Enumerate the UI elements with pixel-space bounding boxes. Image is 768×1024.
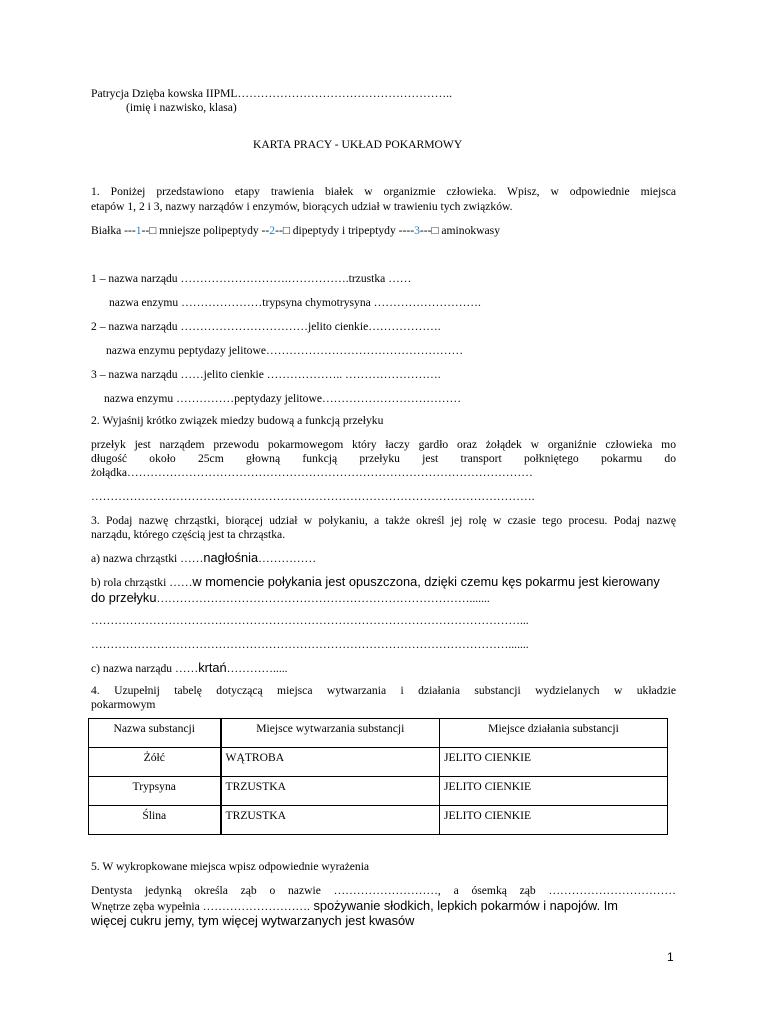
q3-dotted-line-2: ………………………………………………………………………………………………....... (91, 638, 529, 651)
production-place: TRZUSTKA (221, 777, 440, 806)
q4-prompt-line2: pokarmowym (91, 698, 156, 711)
q4-prompt-line1: 4. Uzupełnij tabelę dotyczącą miejsca wytwarzania i działania substancji wydzielanych w układzie (91, 684, 676, 697)
q1-step3-organ: 3 – nazwa narządu ……jelito cienkie ……………….. ……………………. (91, 368, 441, 381)
q3b-answer-line2: do przełyku (91, 590, 157, 605)
q5-line2-answer: spożywanie słodkich, lepkich pokarmów i napojów. Im (309, 898, 618, 913)
q1-prompt-line2: etapów 1, 2 i 3, nazwy narządów i enzymów, biorących udział w trawieniu tych związków. (91, 200, 513, 213)
q5-prompt: 5. W wykropkowane miejsca wpisz odpowiednie wyrażenia (91, 860, 370, 873)
q3c-line (91, 660, 288, 675)
q2-answer-line1: przełyk jest narządem przewodu pokarmowegom który łaczy gardło oraz żołądek w organiźnie człowieka mo (91, 438, 676, 451)
column-header: Miejsce wytwarzania substancji (221, 719, 440, 748)
q3b-answer-line1: w momencie połykania jest opuszczona, dzięki czemu kęs pokarmu jest kierowany (192, 574, 660, 589)
production-place: WĄTROBA (221, 748, 440, 777)
q5-line3: więcej cukru jemy, tym więcej wytwarzanych jest kwasów (91, 913, 415, 928)
q1-digestion-chain (91, 224, 500, 237)
page-title: KARTA PRACY - UKŁAD POKARMOWY (253, 138, 463, 151)
q5-line2-text: Wnętrze zęba wypełnia ………………………. (91, 900, 310, 913)
q3c-answer: krtań (198, 660, 227, 675)
production-place: TRZUSTKA (221, 806, 440, 835)
table-row (89, 777, 668, 806)
q3c-label: c) nazwa narządu …… (91, 662, 199, 675)
q1-step1-enzyme: nazwa enzymu …………………trypsyna chymotrysyna ………………………. (109, 296, 481, 309)
q1-prompt-line1: 1. Poniżej przedstawiono etapy trawienia białek w organizmie człowieka. Wpisz, w odpowiednie miejsca (91, 185, 676, 198)
action-place: JELITO CIENKIE (440, 748, 668, 777)
chain-step-1: 1 (135, 224, 142, 237)
q3b-dots: ………………………………………………………………………....... (156, 592, 490, 605)
column-header: Nazwa substancji (89, 719, 221, 748)
substance-name: Żółć (89, 748, 221, 777)
q3b-line2 (91, 590, 490, 605)
q3-dotted-line-1: …………………………………………………………………………………………………... (91, 614, 529, 627)
q3a-line (91, 550, 316, 565)
q2-answer-line2: długość około 25cm głowną funkcją przełyku jest transport połkniętego pokarmu do (91, 452, 676, 465)
chain-step-2: 2 (269, 224, 276, 237)
table-header-row (89, 719, 668, 748)
chain-part-1: Białka --- (91, 224, 136, 237)
q3-prompt-line2: narządu, którego częścią jest ta chrząstka. (91, 528, 286, 541)
chain-part-3: --□ dipeptydy i tripeptydy ---- (275, 224, 415, 237)
q2-answer-line4: ……………………………………………………………………………………………………. (91, 490, 535, 503)
chain-step-3: 3 (414, 224, 420, 237)
substance-name: Ślina (89, 806, 221, 835)
q1-step3-enzyme: nazwa enzymu ……………peptydazy jelitowe……………………………… (104, 392, 462, 405)
substance-name: Trypsyna (89, 777, 221, 806)
q2-prompt: 2. Wyjaśnij krótko związek miedzy budową a funkcją przełyku (91, 414, 384, 427)
student-name-line: Patrycja Dzięba kowska IIPML……………………………………………….. (91, 87, 452, 100)
action-place: JELITO CIENKIE (440, 777, 668, 806)
action-place: JELITO CIENKIE (440, 806, 668, 835)
page-number: 1 (667, 950, 674, 964)
q2-answer-line3: żołądka…………………………………………………………………………………………… (91, 466, 533, 479)
q3a-dots: …………… (258, 552, 317, 565)
q5-line1: Dentysta jedynką określa ząb o nazwie ………………………, a ósemką ząb …………………………… (91, 884, 676, 897)
q3b-label: b) rola chrząstki …… (91, 576, 193, 589)
column-header: Miejsce działania substancji (440, 719, 668, 748)
substances-table (88, 718, 668, 835)
q3a-label: a) nazwa chrząstki …… (91, 552, 204, 565)
student-name-hint: (imię i nazwisko, klasa) (126, 101, 237, 114)
q1-step2-enzyme: nazwa enzymu peptydazy jelitowe…………………………………………… (106, 344, 464, 357)
q5-line2 (91, 898, 618, 913)
chain-part-4: ---□ aminokwasy (419, 224, 500, 237)
chain-part-2: --□ mniejsze polipeptydy -- (141, 224, 270, 237)
table-row (89, 806, 668, 835)
q1-step1-organ: 1 – nazwa narządu ……………………….…………….trzustka …… (91, 272, 412, 285)
q3-prompt-line1: 3. Podaj nazwę chrząstki, biorącej udział w połykaniu, a także określ jej rolę w czasie tego procesu. Podaj nazwę (91, 514, 676, 527)
q3c-dots: …………..... (226, 662, 288, 675)
q1-step2-organ: 2 – nazwa narządu ……………………………jelito cienkie………………. (91, 320, 441, 333)
q3a-answer: nagłośnia (203, 550, 259, 565)
table-row (89, 748, 668, 777)
q3b-line1 (91, 574, 660, 589)
